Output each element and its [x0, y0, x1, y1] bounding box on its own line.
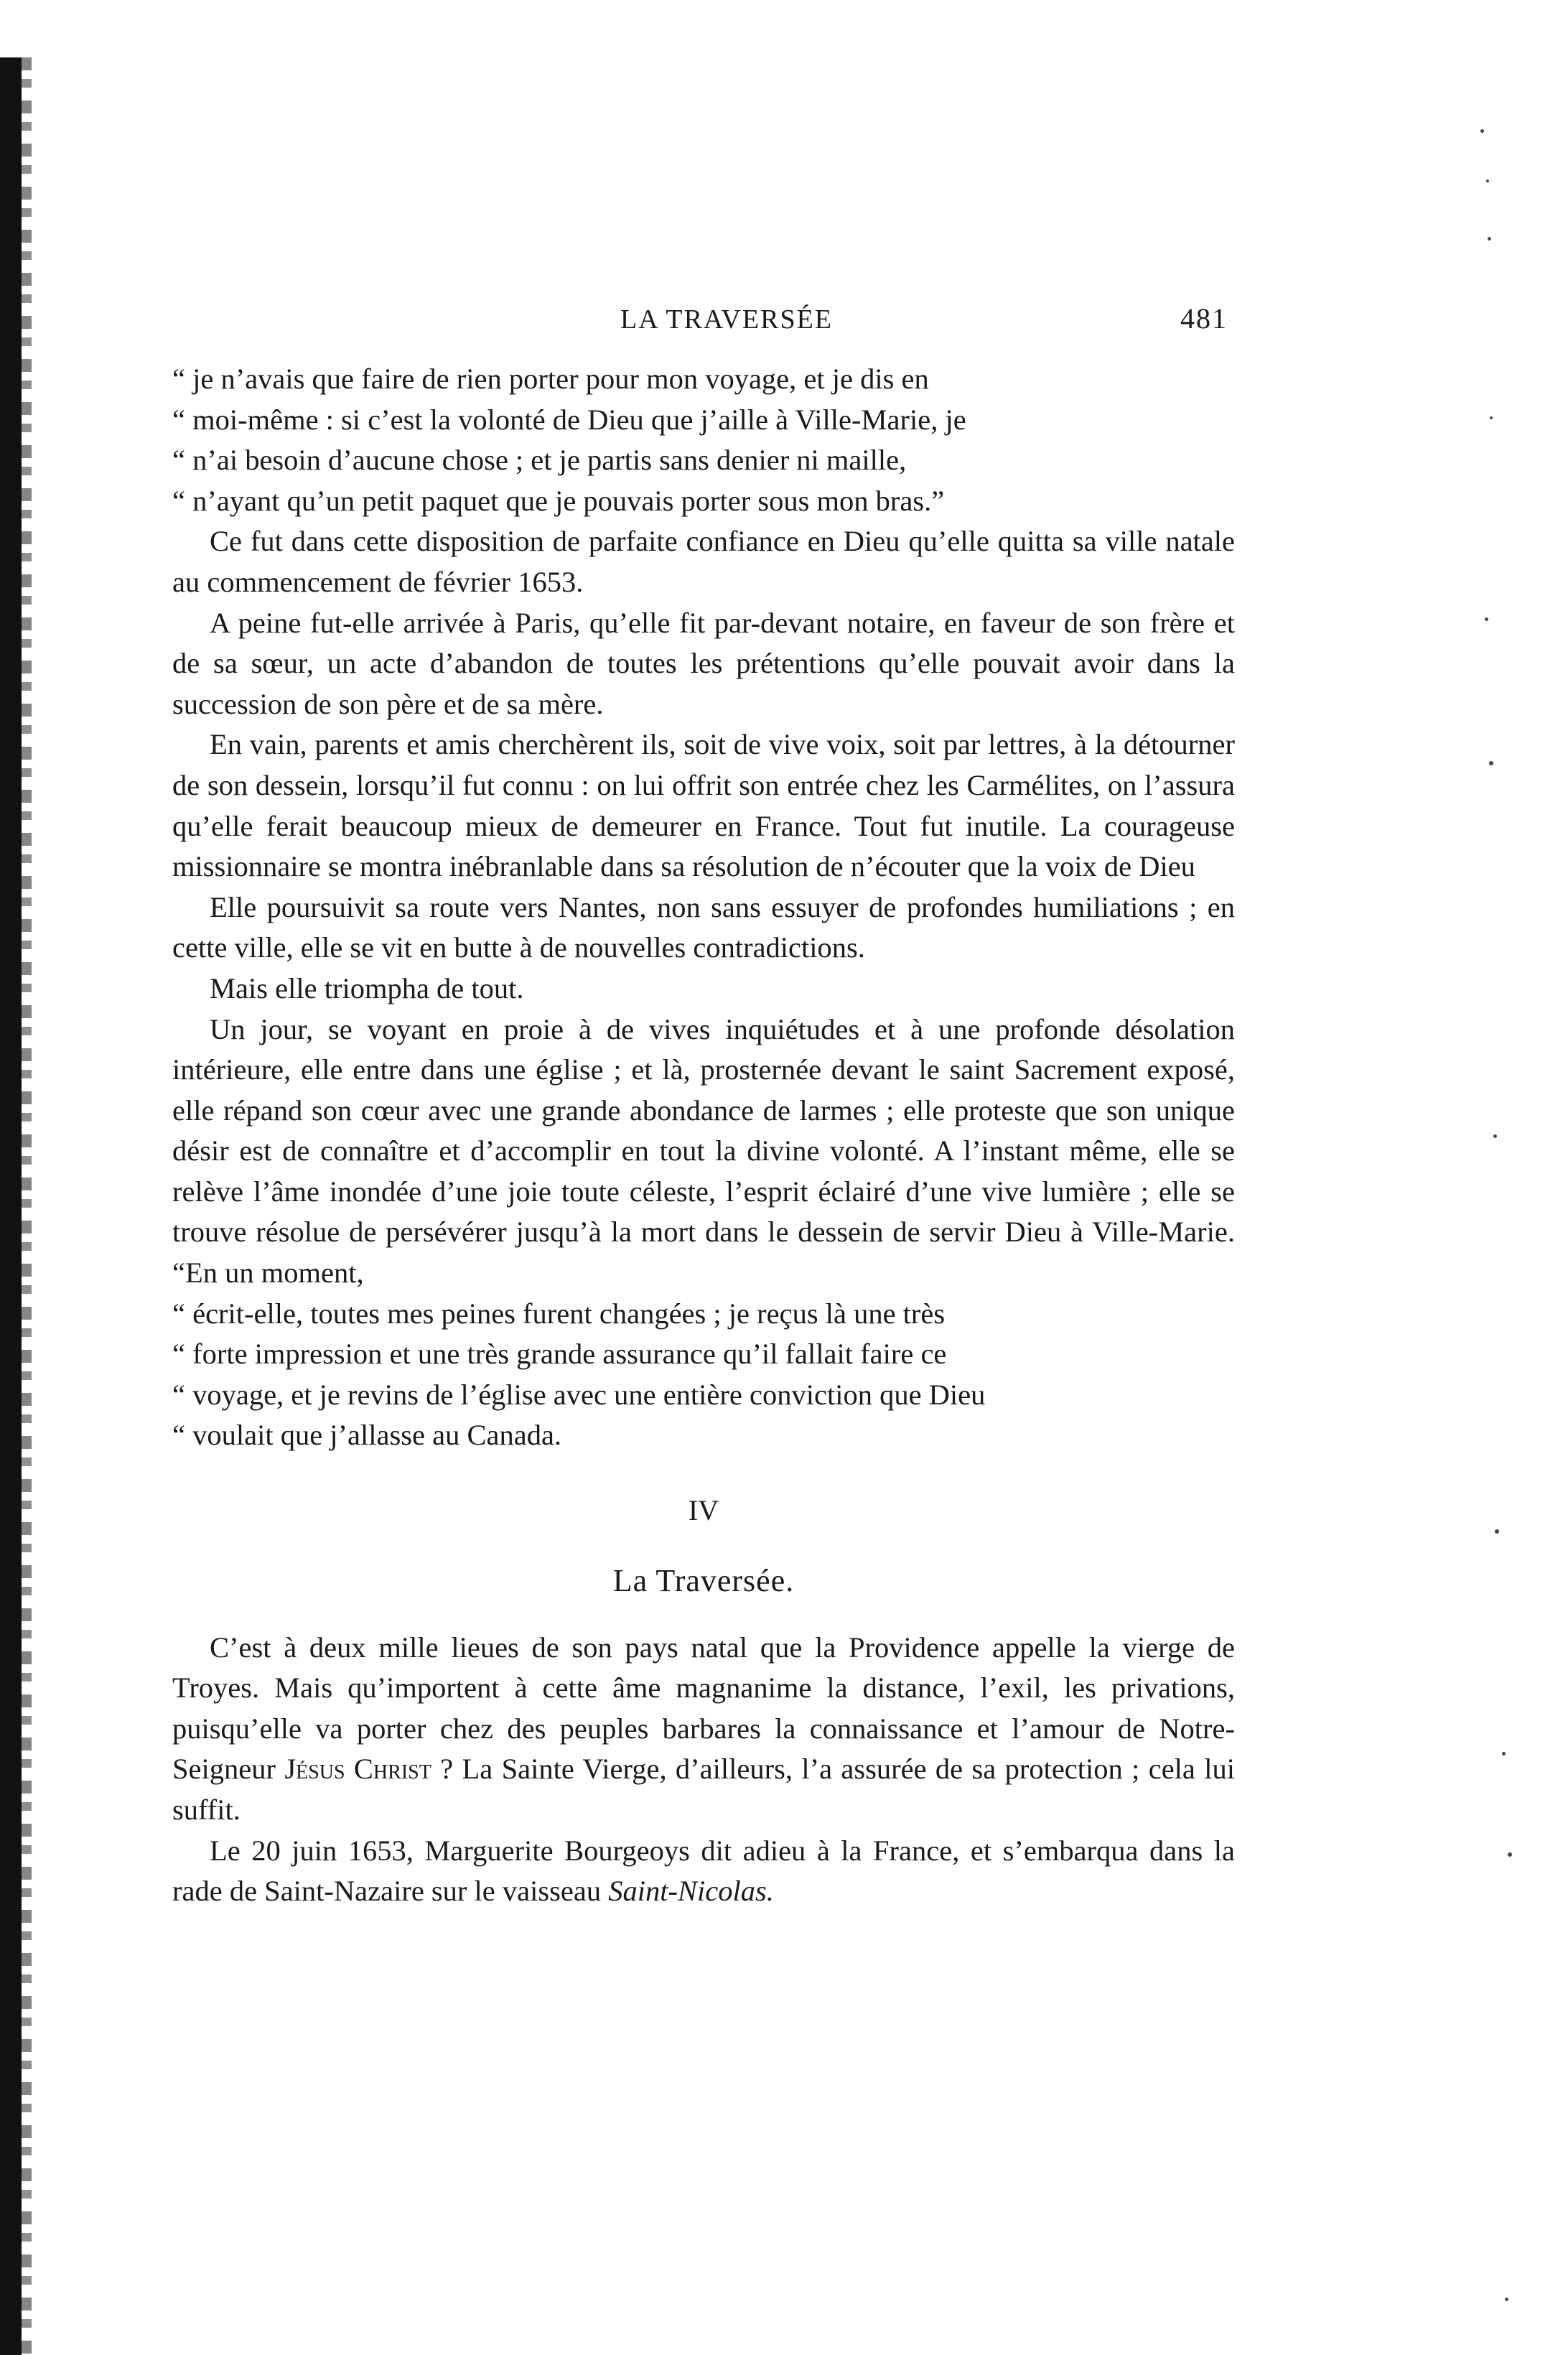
paragraph: A peine fut-elle arrivée à Paris, qu’elle fit par-devant notaire, en faveur de son frère et de sa sœur, un acte d’abandon de toutes les prétentions qu’elle pouvait avoir dans la succession de son père et de sa mère.: [172, 606, 1235, 720]
paragraph: Elle poursuivit sa route vers Nantes, non sans essuyer de profondes humiliations ; en cette ville, elle se vit en butte à de nouvelles contradictions.: [172, 890, 1235, 964]
scan-speck: [1488, 237, 1491, 241]
quote-line: “ n’ai besoin d’aucune chose ; et je partis sans denier ni maille,: [172, 444, 907, 477]
paragraph: Ce fut dans cette disposition de parfaite confiance en Dieu qu’elle quitta sa ville natale au commencement de février 1653.: [172, 525, 1235, 598]
scan-speck: [1489, 761, 1493, 765]
body-text: [172, 359, 1235, 1912]
paragraph: En vain, parents et amis cherchèrent ils, soit de vive voix, soit par lettres, à la détourner de son dessein, lorsqu’il fut connu : on lui offrit son entrée chez les Carmélites, on l’assura qu’elle ferait beaucoup mieux de demeurer en France. Tout fut inutile. La courageuse missionnaire se montra inébranlable dans sa résolution de n’écouter que la voix de Dieu: [172, 728, 1235, 883]
scan-speck: [1490, 416, 1493, 419]
section-title: La Traversée.: [612, 1563, 795, 1599]
scan-speck: [1508, 1852, 1512, 1857]
book-page: [172, 302, 1235, 1912]
small-caps-name: Jésus Christ: [284, 1753, 431, 1786]
quote-line: “ forte impression et une très grande assurance qu’il fallait faire ce: [172, 1338, 947, 1371]
scan-speck: [1485, 617, 1488, 621]
scan-speck: [1493, 1134, 1497, 1138]
page-number: 481: [1180, 302, 1228, 335]
quote-line: “ moi-même : si c’est la volonté de Dieu que j’aille à Ville-Marie, je: [172, 403, 966, 436]
quote-line: “ n’ayant qu’un petit paquet que je pouvais porter sous mon bras.”: [172, 484, 945, 517]
paragraph-text: Le 20 juin 1653, Marguerite Bourgeoys dit adieu à la France, et s’embarqua dans la rade de Saint-Nazaire sur le vaisseau: [172, 1834, 1235, 1908]
running-head: [172, 302, 1235, 352]
scan-speck: [1505, 2298, 1508, 2301]
section-number: IV: [688, 1494, 719, 1527]
scan-speck: [1495, 1529, 1499, 1534]
paragraph: [172, 1628, 1235, 1831]
scan-speck: [1480, 129, 1484, 133]
paragraph-text: C’est à deux mille lieues de son pays natal que la Providence appelle la vierge de Troyes. Mais qu’importent à cette âme magnanime la distance, l’exil, les privations, puisqu’elle va porter chez des peuples barbares la connaissance et l’amour de Notre-Seigneur: [172, 1631, 1235, 1786]
quote-line: “ voulait que j’allasse au Canada.: [172, 1419, 562, 1452]
paragraph: [172, 1831, 1235, 1912]
scan-speck: [1502, 1752, 1506, 1755]
paragraph-text: ? La Sainte Vierge, d’ailleurs, l’a assurée de sa protection ; cela lui suffit.: [172, 1753, 1236, 1826]
running-head-title: LA TRAVERSÉE: [620, 304, 834, 335]
paragraph: Mais elle triompha de tout.: [210, 971, 524, 1004]
paragraph: Un jour, se voyant en proie à de vives inquiétudes et à une profonde désolation intérieure, elle entre dans une église ; et là, prosternée devant le saint Sacrement exposé, elle répand son cœur avec une grande abondance de larmes ; elle proteste que son unique désir est de connaître et d’accomplir en tout la divine volonté. A l’instant même, elle se relève l’âme inondée d’une joie toute céleste, l’esprit éclairé d’une vive lumière ; elle se trouve résolue de persévérer jusqu’à la mort dans le dessein de servir Dieu à Ville-Marie. “En un moment,: [172, 1012, 1235, 1290]
quote-line: “ voyage, et je revins de l’église avec une entière conviction que Dieu: [172, 1378, 986, 1411]
quote-line: “ écrit-elle, toutes mes peines furent changées ; je reçus là une très: [172, 1297, 946, 1330]
quote-line: “ je n’avais que faire de rien porter pour mon voyage, et je dis en: [172, 363, 929, 395]
scan-speck: [1486, 179, 1489, 182]
scan-binding-edge: [0, 57, 22, 2355]
ship-name: Saint-Nicolas.: [608, 1875, 774, 1908]
